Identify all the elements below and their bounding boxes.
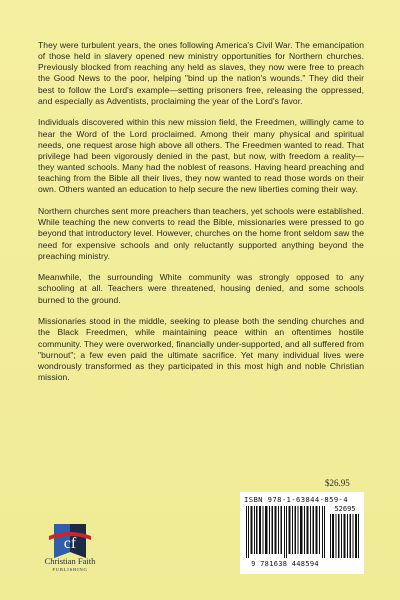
svg-text:cf: cf <box>63 535 77 552</box>
isbn-label: ISBN 978-1-63844-859-4 <box>244 495 348 504</box>
ean-number: 9 781638 448594 <box>251 560 319 568</box>
blurb-paragraph-1: They were turbulent years, the ones following America's Civil War. The emancipation of those held in slavery opened new ministry opportunities for Northern churches. Previously blocked from reaching any held as slaves, they now were free to preach the Good News to the poor, helping "bind up the nation's wounds." They did their best to follow the Lord's example—setting prisoners free, releasing the oppressed, and especially as Adventists, proclaiming the year of the Lord's favor. <box>38 40 364 106</box>
publisher-subname: PUBLISHING <box>52 567 88 572</box>
isbn-barcode <box>240 492 364 574</box>
publisher-name: Christian Faith <box>44 556 96 566</box>
blurb <box>38 40 364 394</box>
blurb-paragraph-3: Northern churches sent more preachers than teachers, yet schools were established. While teaching the new converts to read the Bible, missionaries were pressed to go beyond that introductory level. However, churches on the home front seldom saw the need for expensive schools and only reluctantly supported anything beyond the preaching ministry. <box>38 206 364 261</box>
blurb-paragraph-2: Individuals discovered within this new mission field, the Freedmen, willingly came to hear the Word of the Lord proclaimed. Among their many physical and spiritual needs, one request arose high above all others. The Freedmen wanted to read. That privilege had been vigorously denied in the past, but now, with freedom a reality—they wanted schools. Many had the noblest of reasons. Having heard preaching and teaching from the Bible all their lives, they now wanted to read those words on their own. Others wanted an education to help secure the new liberties coming their way. <box>38 117 364 195</box>
blurb-paragraph-4: Meanwhile, the surrounding White community was strongly opposed to any schooling at all. Teachers were threatened, housing denied, and some schools burned to the ground. <box>38 272 364 305</box>
ean-barcode-bars <box>246 506 326 558</box>
price-label: $26.95 <box>325 478 350 488</box>
addon-barcode-bars <box>330 514 360 558</box>
blurb-paragraph-5: Missionaries stood in the middle, seeking to please both the sending churches and the Black Freedmen, while maintaining peace within an oftentimes hostile community. They were overworked, financially under-supported, and all suffered from "burnout"; a few even paid the ultimate sacrifice. Yet many individual lives were wondrously transformed as they participated in this most high and noble Christian mission. <box>38 316 364 383</box>
addon-number: 52695 <box>334 505 356 513</box>
